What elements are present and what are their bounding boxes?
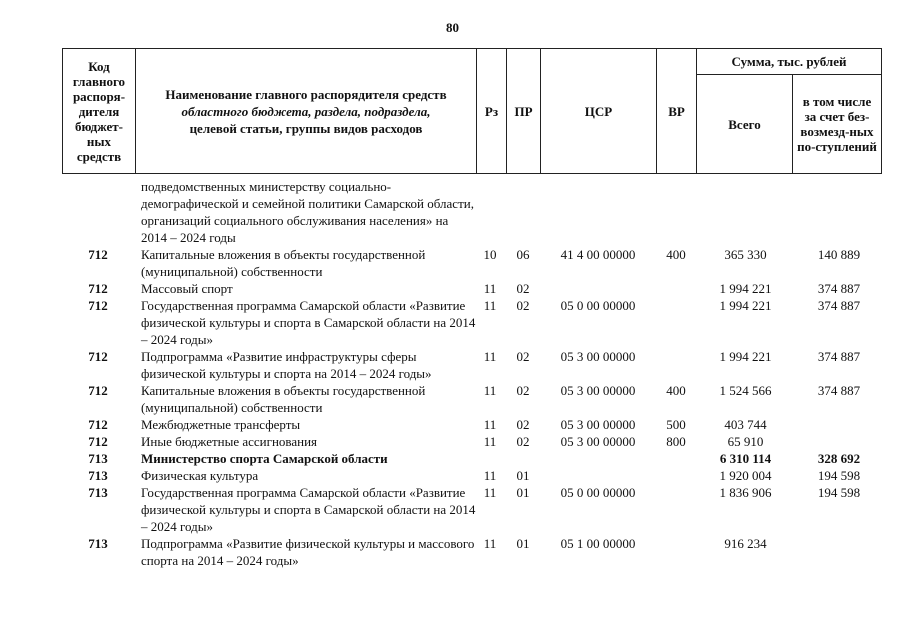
row-pr: 02: [516, 434, 530, 449]
table-body: [0, 178, 905, 569]
table-row: [0, 280, 905, 297]
table-header: [62, 48, 882, 174]
row-vr: 800: [666, 434, 686, 449]
header-free: в том числе за счет без-возмезд-ных по-ступлений: [797, 94, 877, 154]
row-csr: 05 1 00 00000: [560, 536, 636, 551]
row-name: Подпрограмма «Развитие физической культуры и массового спорта на 2014 – 2024 годы»: [141, 536, 475, 568]
row-code: 713: [88, 536, 108, 551]
row-name: Государственная программа Самарской области «Развитие физической культуры и спорта в Самарской области на 2014 – 2024 годы»: [141, 298, 476, 347]
row-code: 713: [88, 468, 108, 483]
row-code: 712: [88, 349, 108, 364]
row-name: Физическая культура: [141, 468, 259, 483]
row-csr: 05 3 00 00000: [560, 383, 636, 398]
row-total: 1 920 004: [719, 468, 772, 483]
header-name: [136, 49, 477, 173]
row-pr: 02: [516, 417, 530, 432]
row-rz: 11: [483, 349, 497, 364]
row-csr: 05 0 00 00000: [560, 485, 636, 500]
row-rz: 11: [483, 434, 497, 449]
table-row: [0, 535, 905, 569]
header-total: Всего: [697, 75, 793, 173]
table-row: [0, 246, 905, 280]
row-free: 374 887: [817, 349, 861, 364]
row-name: Министерство спорта Самарской области: [141, 451, 388, 466]
row-total: 916 234: [724, 536, 767, 551]
row-rz: 11: [483, 417, 497, 432]
row-total: 65 910: [727, 434, 764, 449]
header-pr: ПР: [507, 49, 541, 173]
row-total: 1 994 221: [719, 298, 772, 313]
row-vr: 400: [666, 247, 686, 262]
row-vr: 500: [666, 417, 686, 432]
table-row: [0, 297, 905, 348]
row-free: 194 598: [817, 468, 861, 483]
row-pr: 02: [516, 298, 530, 313]
row-rz: 11: [483, 536, 497, 551]
row-name: Капитальные вложения в объекты государственной (муниципальной) собственности: [141, 383, 426, 415]
row-free: 328 692: [817, 451, 861, 466]
row-pr: 02: [516, 383, 530, 398]
header-sum-group: [697, 49, 881, 173]
header-code: Код главного распоря-дителя бюджет-ных средств: [63, 49, 136, 173]
row-name: подведомственных министерству социально-демографической и семейной политики Самарской области, организаций социального обслуживания населения» на 2014 – 2024 годы: [141, 179, 474, 245]
row-pr: 01: [516, 536, 530, 551]
table-row: [0, 484, 905, 535]
row-rz: 10: [483, 247, 497, 262]
header-rz: Рз: [477, 49, 507, 173]
row-rz: 11: [483, 468, 497, 483]
page-number: 80: [446, 20, 459, 35]
row-csr: 41 4 00 00000: [560, 247, 636, 262]
row-free: 194 598: [817, 485, 861, 500]
row-name: Государственная программа Самарской области «Развитие физической культуры и спорта в Самарской области на 2014 – 2024 годы»: [141, 485, 476, 534]
row-total: 1 994 221: [719, 349, 772, 364]
row-code: 712: [88, 247, 108, 262]
row-code: 712: [88, 383, 108, 398]
row-pr: 06: [516, 247, 530, 262]
row-name: Подпрограмма «Развитие инфраструктуры сферы физической культуры и спорта на 2014 – 2024 годы»: [141, 349, 432, 381]
row-code: 712: [88, 298, 108, 313]
row-name: Межбюджетные трансферты: [141, 417, 301, 432]
row-pr: 02: [516, 349, 530, 364]
row-code: 713: [88, 451, 108, 466]
table-row: [0, 450, 905, 467]
row-code: 712: [88, 417, 108, 432]
row-rz: 11: [483, 485, 497, 500]
header-name-line2: областного бюджета, раздела, подраздела,: [181, 103, 431, 119]
row-code: 712: [88, 281, 108, 296]
row-rz: 11: [483, 298, 497, 313]
row-code: 713: [88, 485, 108, 500]
row-total: 1 836 906: [719, 485, 772, 500]
row-free: 374 887: [817, 383, 861, 398]
header-csr: ЦСР: [541, 49, 657, 173]
row-total: 403 744: [724, 417, 767, 432]
row-pr: 01: [516, 468, 530, 483]
table-row: [0, 348, 905, 382]
table-row: [0, 467, 905, 484]
header-name-line1: Наименование главного распорядителя средств: [165, 86, 447, 102]
table-row: [0, 382, 905, 416]
table-row: [0, 433, 905, 450]
table-row: [0, 178, 905, 246]
row-csr: 05 0 00 00000: [560, 298, 636, 313]
row-code: 712: [88, 434, 108, 449]
row-csr: 05 3 00 00000: [560, 434, 636, 449]
row-pr: 01: [516, 485, 530, 500]
row-rz: 11: [483, 281, 497, 296]
row-free: 140 889: [817, 247, 861, 262]
row-name: Иные бюджетные ассигнования: [141, 434, 318, 449]
header-name-line3: целевой статьи, группы видов расходов: [189, 120, 423, 136]
header-vr: ВР: [657, 49, 697, 173]
row-total: 6 310 114: [719, 451, 772, 466]
row-name: Массовый спорт: [141, 281, 233, 296]
row-free: 374 887: [817, 281, 861, 296]
row-total: 1 994 221: [719, 281, 772, 296]
row-vr: 400: [666, 383, 686, 398]
row-pr: 02: [516, 281, 530, 296]
row-name: Капитальные вложения в объекты государственной (муниципальной) собственности: [141, 247, 426, 279]
row-rz: 11: [483, 383, 497, 398]
header-sum-title: Сумма, тыс. рублей: [697, 49, 881, 75]
row-csr: 05 3 00 00000: [560, 417, 636, 432]
table-row: [0, 416, 905, 433]
row-free: 374 887: [817, 298, 861, 313]
row-csr: 05 3 00 00000: [560, 349, 636, 364]
row-total: 1 524 566: [719, 383, 772, 398]
row-total: 365 330: [724, 247, 767, 262]
